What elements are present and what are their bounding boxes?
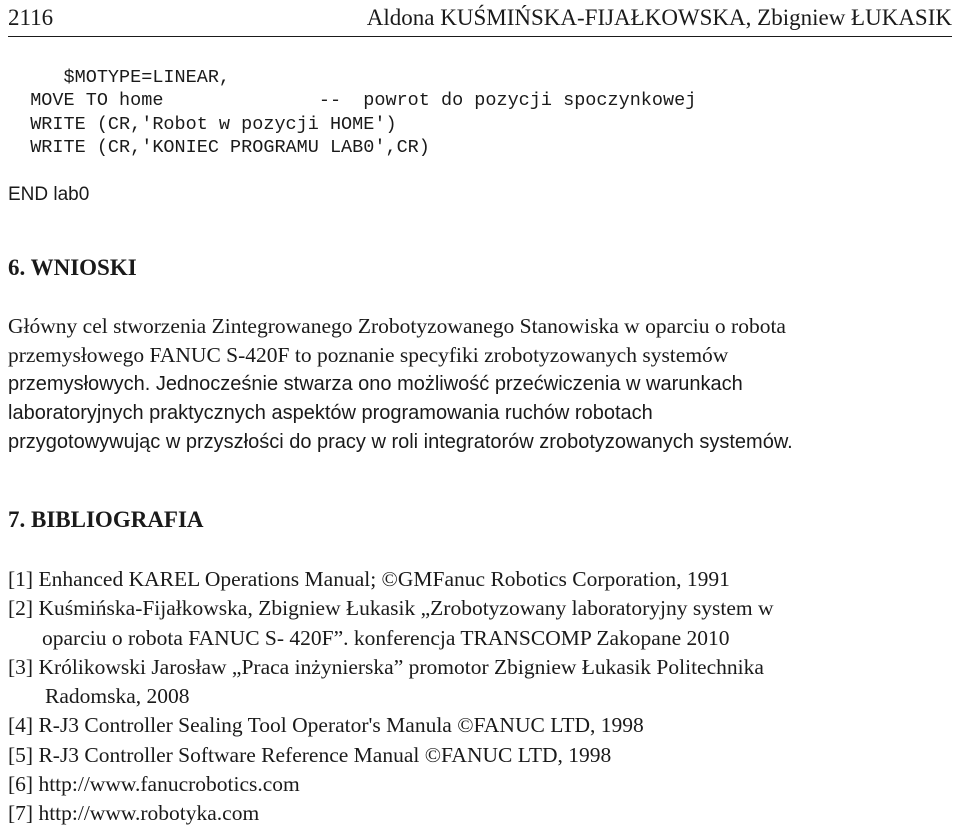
paragraph-line: Główny cel stworzenia Zintegrowanego Zrobotyzowanego Stanowiska w oparciu o robota xyxy=(8,314,786,338)
code-end-line: END lab0 xyxy=(8,184,90,205)
conclusions-paragraph-part2 xyxy=(8,370,954,457)
paragraph-line: przemysłowego FANUC S-420F to poznanie specyfiki zrobotyzowanych systemów xyxy=(8,343,729,367)
code-line: WRITE (CR,'KONIEC PROGRAMU LAB0',CR) xyxy=(8,137,430,159)
page-number: 2116 xyxy=(8,5,54,30)
page-header xyxy=(8,3,952,33)
section-heading-conclusions: 6. WNIOSKI xyxy=(8,255,137,280)
bibliography-entry: [5] R-J3 Controller Software Reference Manual ©FANUC LTD, 1998 xyxy=(8,742,612,767)
code-line: MOVE TO home -- powrot do pozycji spoczynkowej xyxy=(8,90,697,112)
bibliography-entry-link[interactable]: [7] http://www.robotyka.com xyxy=(8,801,260,826)
bibliography-entry: [2] Kuśmińska-Fijałkowska, Zbigniew Łukasik „Zrobotyzowany laboratoryjny system w xyxy=(8,596,774,621)
paragraph-line: przygotowywując w przyszłości do pracy w roli integratorów zrobotyzowanych systemów. xyxy=(8,431,793,453)
bibliography-entry-continuation: oparciu o robota FANUC S- 420F”. konferencja TRANSCOMP Zakopane 2010 xyxy=(42,625,730,650)
bibliography-entry-link[interactable]: [6] http://www.fanucrobotics.com xyxy=(8,772,300,797)
bibliography-entry: [1] Enhanced KAREL Operations Manual; ©GMFanuc Robotics Corporation, 1991 xyxy=(8,567,730,591)
bibliography-entry-continuation: Radomska, 2008 xyxy=(45,684,190,709)
running-head-authors: Aldona KUŚMIŃSKA-FIJAŁKOWSKA, Zbigniew ŁUKASIK xyxy=(366,5,952,30)
code-listing xyxy=(8,66,696,160)
bibliography-entry: [3] Królikowski Jarosław „Praca inżynierska” promotor Zbigniew Łukasik Politechnika xyxy=(8,654,764,679)
bibliography-list xyxy=(8,565,954,829)
header-divider xyxy=(8,36,952,37)
bibliography-entry: [4] R-J3 Controller Sealing Tool Operator's Manula ©FANUC LTD, 1998 xyxy=(8,713,644,738)
code-line: WRITE (CR,'Robot w pozycji HOME') xyxy=(8,113,397,135)
paragraph-line: laboratoryjnych praktycznych aspektów programowania ruchów robotach xyxy=(8,402,653,424)
paragraph-line: przemysłowych. Jednocześnie stwarza ono możliwość przećwiczenia w warunkach xyxy=(8,373,743,395)
code-line: $MOTYPE=LINEAR, xyxy=(8,67,231,88)
conclusions-paragraph-part1 xyxy=(8,312,954,370)
section-heading-bibliography: 7. BIBLIOGRAFIA xyxy=(8,507,204,532)
